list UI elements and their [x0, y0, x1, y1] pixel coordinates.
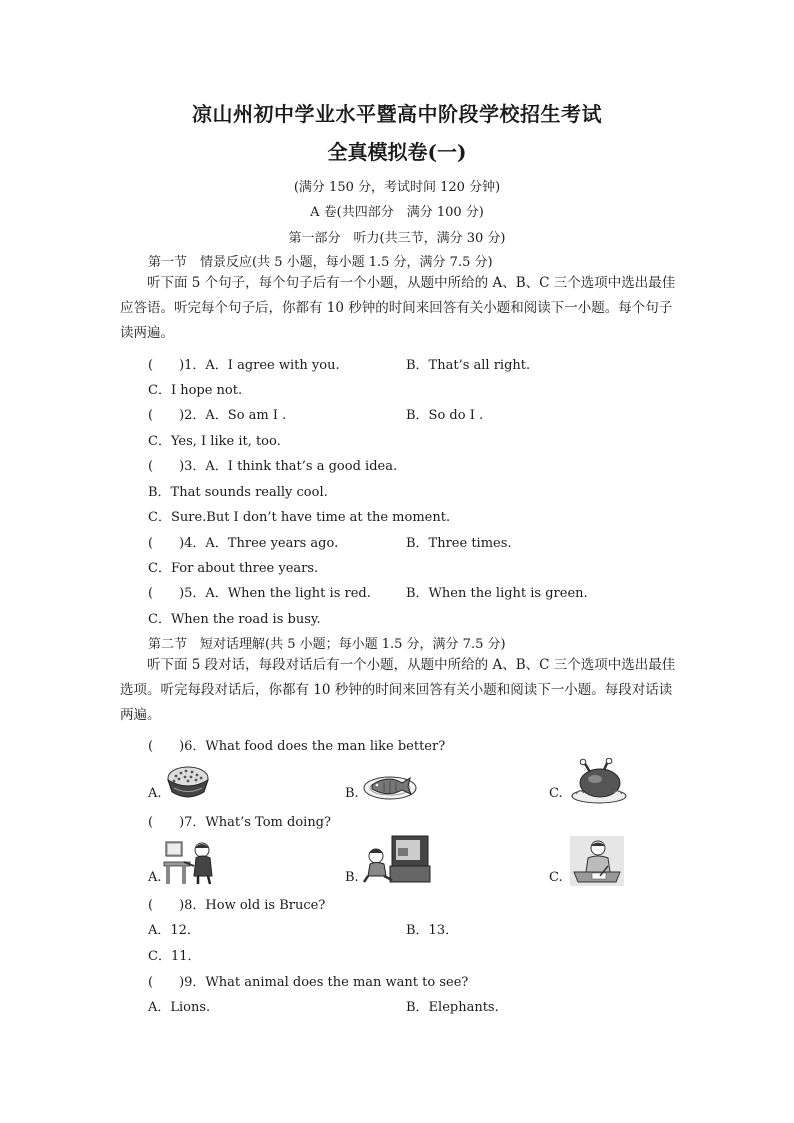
q2-option-b: B．So do I .	[406, 408, 484, 423]
q9-option-a: A．Lions.	[148, 1000, 211, 1015]
exam-info: (满分 150 分，考试时间 120 分钟)	[293, 180, 501, 195]
q5-option-c: C．When the road is busy.	[148, 612, 321, 627]
q6-option-b-label: B.	[345, 786, 359, 801]
q8-option-c: C．11．	[148, 949, 201, 964]
q8-option-b: B．13．	[406, 923, 459, 938]
part-one-heading: 第一部分 听力(共三节，满分 30 分)	[288, 231, 506, 246]
section2-instructions: 听下面 5 段对话，每段对话后有一个小题，从题中所给的 A、B、C 三个选项中选出最佳选项。听完每段对话后，你都有 10 秒钟的时间来回答有关小题和阅读下一小题。每段对话读两遍。	[120, 657, 676, 723]
q3-stem: ( )3．A．I think that’s a good idea.	[148, 459, 398, 474]
rice-bowl-icon	[166, 764, 210, 802]
q1-option-c: C．I hope not.	[148, 383, 243, 398]
q5-stem: ( )5．A．When the light is red.	[148, 586, 371, 601]
q7-option-a-label: A.	[148, 870, 162, 885]
q5-option-b: B．When the light is green.	[406, 586, 588, 601]
q1-option-b: B．That’s all right.	[406, 358, 531, 373]
q4-option-c: C．For about three years.	[148, 561, 319, 576]
exam-subtitle: 全真模拟卷(一)	[327, 140, 467, 164]
fish-plate-icon	[362, 768, 418, 802]
q1-stem: ( )1．A．I agree with you.	[148, 358, 340, 373]
q3-option-b: B．That sounds really cool.	[148, 485, 328, 500]
exam-title: 凉山州初中学业水平暨高中阶段学校招生考试	[192, 102, 602, 126]
q9-stem: ( )9．What animal does the man want to see?	[148, 975, 469, 990]
q6-option-a-label: A.	[148, 786, 162, 801]
q2-option-c: C．Yes, I like it, too.	[148, 434, 281, 449]
q8-stem: ( )8．How old is Bruce?	[148, 898, 326, 913]
q7-option-b-label: B.	[345, 870, 359, 885]
q7-option-c-label: C.	[549, 870, 563, 885]
q7-stem: ( )7．What’s Tom doing?	[148, 815, 331, 830]
q2-stem: ( )2．A．So am I .	[148, 408, 287, 423]
q4-option-b: B．Three times.	[406, 536, 512, 551]
boy-writing-icon	[570, 836, 624, 886]
section1-instructions: 听下面 5 个句子，每个句子后有一个小题，从题中所给的 A、B、C 三个选项中选出最佳应答语。听完每个句子后，你都有 10 秒钟的时间来回答有关小题和阅读下一小题。每个句子读两遍。	[120, 275, 676, 341]
q8-option-a: A．12．	[148, 923, 200, 938]
q3-option-c: C．Sure.But I don’t have time at the moment.	[148, 510, 451, 525]
volume-a-heading: A 卷(共四部分 满分 100 分)	[310, 205, 484, 220]
section1-heading: 第一节 情景反应(共 5 小题，每小题 1.5 分，满分 7.5 分)	[148, 255, 493, 270]
section2-heading: 第二节 短对话理解(共 5 小题；每小题 1.5 分，满分 7.5 分)	[148, 637, 506, 652]
q9-option-b: B．Elephants.	[406, 1000, 499, 1015]
boy-computer-icon	[162, 836, 220, 886]
q6-stem: ( )6．What food does the man like better?	[148, 739, 446, 754]
q4-stem: ( )4．A．Three years ago.	[148, 536, 339, 551]
roast-turkey-icon	[570, 758, 628, 804]
boy-tv-icon	[362, 834, 432, 884]
q6-option-c-label: C.	[549, 786, 563, 801]
